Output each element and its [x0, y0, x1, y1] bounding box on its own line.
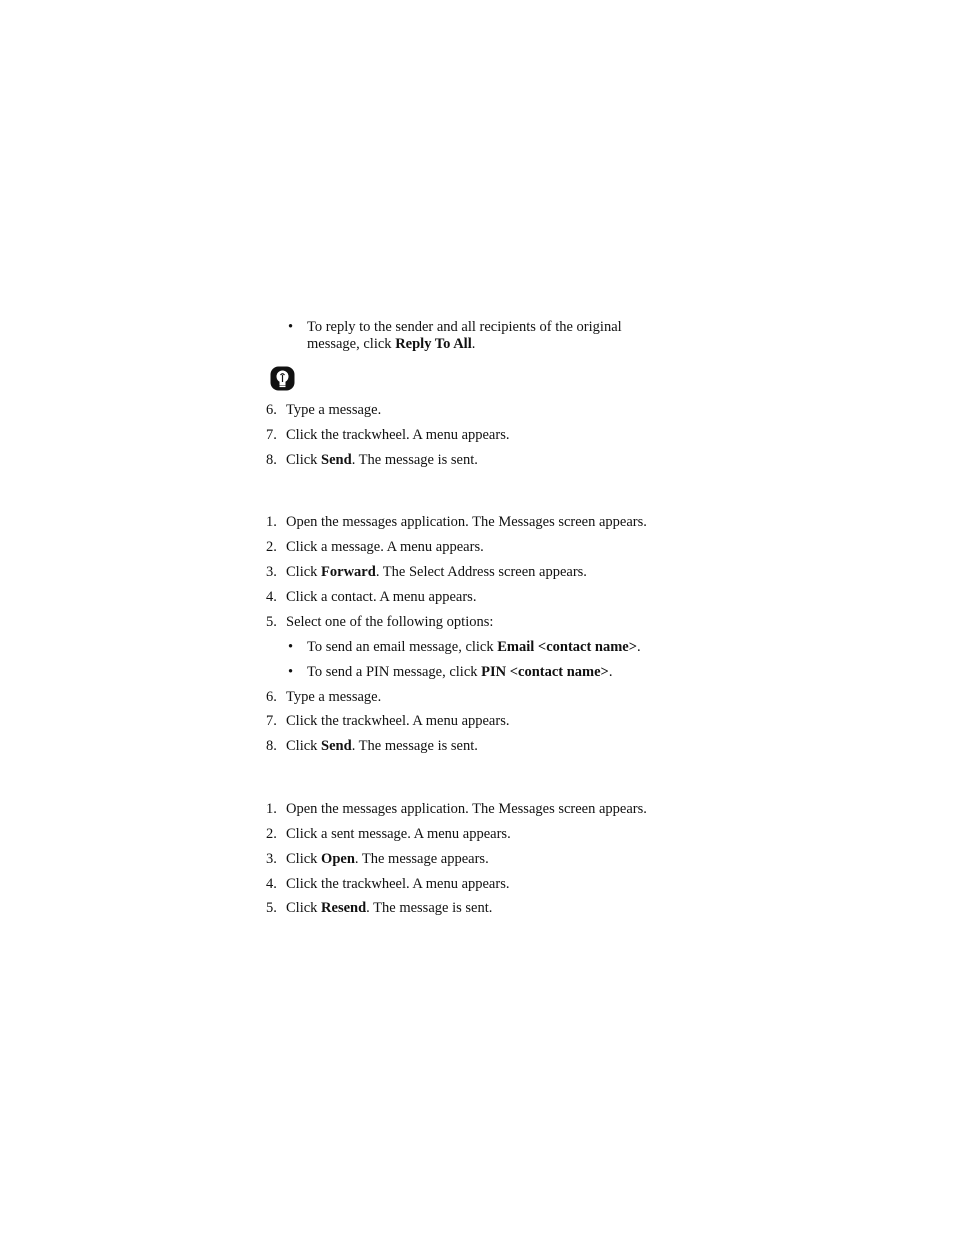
bullet-text-line2: message, click Reply To All.: [307, 336, 476, 352]
bullet-dot: •: [288, 319, 294, 335]
bullet-dot: •: [288, 664, 294, 680]
bullet-dot: •: [288, 639, 294, 655]
bullet-text-line1: To reply to the sender and all recipients of the original: [307, 319, 622, 335]
lightbulb-icon: [270, 366, 295, 391]
